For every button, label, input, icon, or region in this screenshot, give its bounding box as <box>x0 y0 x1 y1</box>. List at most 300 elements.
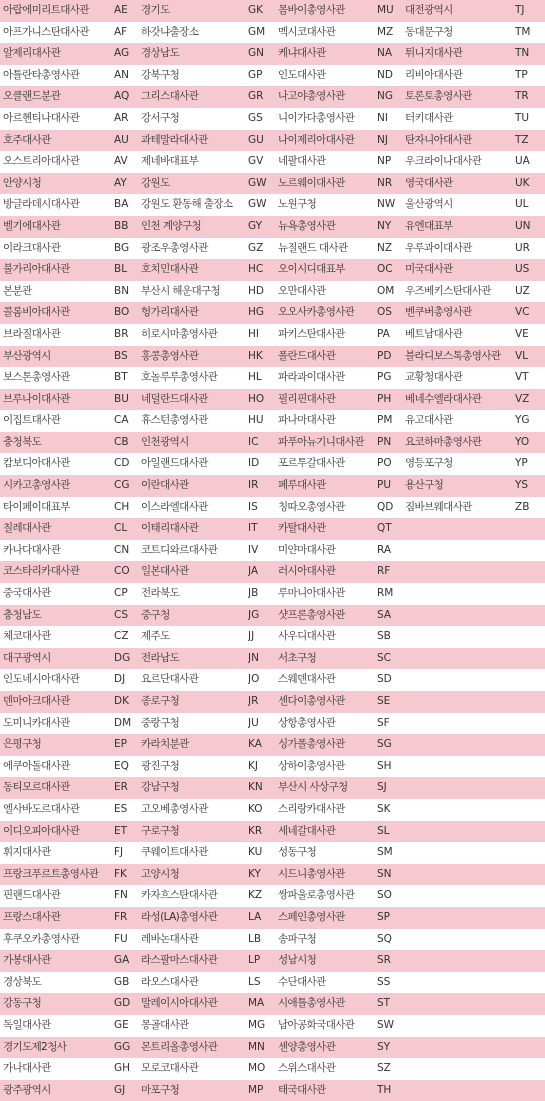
office-name: 말레이시아대사관 <box>141 997 218 1010</box>
office-name: 인천광역시 <box>141 435 189 448</box>
table-row <box>0 561 545 583</box>
office-code: NI <box>377 111 388 124</box>
office-code: CD <box>114 457 130 470</box>
office-name: 오스트리아대사관 <box>3 155 80 168</box>
office-code: SH <box>377 759 392 772</box>
office-code: GW <box>248 198 267 211</box>
table-row <box>0 194 545 216</box>
table-row <box>0 907 545 929</box>
table-row <box>0 691 545 713</box>
office-name: 페루대사관 <box>278 479 326 492</box>
office-name: 포르투갈대사관 <box>278 457 345 470</box>
table-row <box>0 626 545 648</box>
office-code: SP <box>377 910 390 923</box>
office-code: AR <box>114 111 129 124</box>
office-code: UK <box>515 176 530 189</box>
table-row <box>0 302 545 324</box>
table-row <box>0 1037 545 1059</box>
office-name: 본분관 <box>3 284 32 297</box>
office-code: SZ <box>377 1062 391 1075</box>
table-row <box>0 648 545 670</box>
office-code: MZ <box>377 25 394 38</box>
office-name: 독일대사관 <box>3 1018 51 1031</box>
office-code: BL <box>114 263 128 276</box>
office-code: PO <box>377 457 392 470</box>
office-code: RM <box>377 587 394 600</box>
office-code: GM <box>248 25 266 38</box>
table-row <box>0 669 545 691</box>
office-name: 경상북도 <box>3 975 42 988</box>
office-code: BG <box>114 241 130 254</box>
office-name: 영등포구청 <box>405 457 453 470</box>
office-name: 태국대사관 <box>278 1083 326 1096</box>
office-name: 대전광역시 <box>405 4 453 16</box>
office-name: 캄보디아대사관 <box>3 457 70 470</box>
office-name: 동대문구청 <box>405 25 453 38</box>
office-name: 토론토총영사관 <box>405 90 472 103</box>
office-code: SW <box>377 1018 395 1031</box>
office-code: MU <box>377 4 394 16</box>
office-name: 유고대사관 <box>405 414 453 427</box>
office-name: 이라크대사관 <box>3 241 61 254</box>
office-code: HU <box>248 414 264 427</box>
office-code: TU <box>515 111 530 124</box>
office-code: BN <box>114 284 130 297</box>
office-name: 가봉대사관 <box>3 954 51 967</box>
office-code: IT <box>248 522 258 535</box>
office-code: ND <box>377 68 393 81</box>
office-name: 도미니카대사관 <box>3 716 70 729</box>
office-code: MG <box>248 1018 266 1031</box>
office-name: 엘사바도르대사관 <box>3 802 80 815</box>
office-name: 파나마대사관 <box>278 414 336 427</box>
office-name: 은평구청 <box>3 738 42 751</box>
office-code: JR <box>248 695 259 707</box>
office-code: NA <box>377 47 393 60</box>
table-row <box>0 324 545 346</box>
office-code: UZ <box>515 284 530 297</box>
office-code: YP <box>515 457 528 470</box>
office-name: 카탈대사관 <box>278 522 326 535</box>
office-name: 강남구청 <box>141 781 180 794</box>
table-row <box>0 518 545 540</box>
office-name: 동티모르대사관 <box>3 781 70 794</box>
office-name: 스위스대사관 <box>278 1062 336 1075</box>
office-code: KU <box>248 846 263 859</box>
office-name: 카나다대사관 <box>3 543 61 556</box>
office-code: VC <box>515 306 530 319</box>
office-code: EP <box>114 738 127 751</box>
office-name: 휘지대사관 <box>3 846 51 859</box>
office-code: NY <box>377 219 392 232</box>
office-name: 노원구청 <box>278 198 317 211</box>
table-row <box>0 777 545 799</box>
office-name: 짐바브웨대사관 <box>405 500 472 513</box>
office-code: MN <box>248 1040 265 1053</box>
table-row <box>0 130 545 152</box>
office-code: MA <box>248 997 265 1010</box>
office-code: GD <box>114 997 131 1010</box>
office-code: GS <box>248 111 263 124</box>
office-name: 쿠웨이트대사관 <box>141 846 208 859</box>
table-row <box>0 108 545 130</box>
office-code: OC <box>377 263 393 276</box>
office-code: RA <box>377 543 392 556</box>
office-code: FR <box>114 910 128 923</box>
table-row <box>0 86 545 108</box>
office-name: 쌍파울로총영사관 <box>278 889 355 902</box>
office-name: 헝가리대사관 <box>141 306 199 319</box>
table-row <box>0 497 545 519</box>
office-code: QT <box>377 522 392 535</box>
office-name: 성남시청 <box>278 954 317 967</box>
table-row <box>0 43 545 65</box>
office-code: AU <box>114 133 129 146</box>
office-code: PU <box>377 479 392 492</box>
office-name: 강동구청 <box>3 997 42 1010</box>
office-code: BS <box>114 349 128 362</box>
office-name: 전라북도 <box>141 587 180 600</box>
office-name: 일본대사관 <box>141 565 189 578</box>
office-name: 몬트리올총영사관 <box>141 1040 218 1053</box>
office-code: CN <box>114 543 130 556</box>
office-name: 충청북도 <box>3 435 42 448</box>
office-name: 루마니아대사관 <box>278 587 345 600</box>
office-name: 터키대사관 <box>405 111 453 124</box>
office-name: 부산시 사상구청 <box>278 781 348 794</box>
office-name: 대구광역시 <box>3 651 51 664</box>
office-code: UN <box>515 219 531 232</box>
office-name: 후쿠오카총영사관 <box>3 932 80 945</box>
office-code: TM <box>515 25 531 38</box>
office-name: 수단대사관 <box>278 975 326 988</box>
table-row <box>0 993 545 1015</box>
office-name: 필리핀대사관 <box>278 392 336 405</box>
office-name: 그리스대사관 <box>141 90 199 103</box>
office-code: TZ <box>515 133 529 146</box>
office-name: 미얀마대사관 <box>278 543 336 556</box>
office-code: GR <box>248 90 264 103</box>
office-name: 인도대사관 <box>278 68 326 81</box>
office-code: HG <box>248 306 265 319</box>
office-name: 파키스탄대사관 <box>278 327 345 340</box>
office-code: PH <box>377 392 392 405</box>
office-name: 교황청대사관 <box>405 371 463 384</box>
office-code: AN <box>114 68 130 81</box>
office-code: AG <box>114 47 130 60</box>
office-code: VE <box>515 327 529 340</box>
table-row <box>0 238 545 260</box>
office-name: 경기도 <box>141 4 170 16</box>
office-code: SA <box>377 608 392 621</box>
office-code: SQ <box>377 932 392 945</box>
office-code: ZB <box>515 500 530 513</box>
office-name: 네덜란드대사관 <box>141 392 208 405</box>
office-name: 고오베총영사관 <box>141 802 208 815</box>
table-row <box>0 475 545 497</box>
office-name: 시애틀총영사관 <box>278 997 345 1010</box>
table-row <box>0 0 545 22</box>
office-code: ID <box>248 457 260 470</box>
table-row <box>0 1015 545 1037</box>
office-code: PM <box>377 414 393 427</box>
office-name: 프랑스대사관 <box>3 910 61 923</box>
office-name: 이집트대사관 <box>3 414 61 427</box>
table-row <box>0 799 545 821</box>
office-name: 센다이총영사관 <box>278 695 345 707</box>
office-name: 송파구청 <box>278 932 317 945</box>
office-name: 카자흐스탄대사관 <box>141 889 218 902</box>
office-code: TR <box>515 90 529 103</box>
office-name: 가나대사관 <box>3 1062 51 1075</box>
office-name: 브라질대사관 <box>3 327 61 340</box>
office-name: 부산광역시 <box>3 349 51 362</box>
office-code: SK <box>377 802 391 815</box>
table-row <box>0 1080 545 1101</box>
office-name: 뉴질랜드 대사관 <box>278 241 348 254</box>
office-name: 중랑구청 <box>141 716 180 729</box>
office-name: 멕시코대사관 <box>278 25 336 38</box>
table-row <box>0 22 545 44</box>
office-code: GK <box>248 4 264 16</box>
office-code: ES <box>114 802 128 815</box>
office-name: 콜롬비아대사관 <box>3 306 70 319</box>
office-name: 마포구청 <box>141 1083 180 1096</box>
office-name: 이태리대사관 <box>141 522 199 535</box>
office-code: JO <box>248 673 260 686</box>
office-code: BA <box>114 198 129 211</box>
office-name: 에쿠아돌대사관 <box>3 759 70 772</box>
office-name: 나고야총영사관 <box>278 90 345 103</box>
office-code: YO <box>515 435 530 448</box>
office-name: 구로구청 <box>141 824 180 837</box>
office-code: OM <box>377 284 395 297</box>
office-code: FJ <box>114 846 124 859</box>
office-code: SL <box>377 824 390 837</box>
office-code: AV <box>114 155 128 168</box>
office-code: LA <box>248 910 262 923</box>
office-name: 광조우총영사관 <box>141 241 208 254</box>
office-name: 경기도제2청사 <box>3 1040 67 1053</box>
office-code: TJ <box>515 4 525 16</box>
table-row <box>0 713 545 735</box>
office-code: SS <box>377 975 391 988</box>
office-code: SR <box>377 954 391 967</box>
office-code: YS <box>515 479 529 492</box>
office-name: 광진구청 <box>141 759 180 772</box>
table-row <box>0 929 545 951</box>
office-name: 러시아대사관 <box>278 565 336 578</box>
office-name: 아프가니스탄대사관 <box>3 25 89 38</box>
office-code: BO <box>114 306 130 319</box>
office-code: YG <box>515 414 530 427</box>
table-row <box>0 281 545 303</box>
office-name: 상항총영사관 <box>278 716 336 729</box>
office-name: 아틀란타총영사관 <box>3 68 80 81</box>
office-code: DK <box>114 695 129 707</box>
office-name: 아랍에미리트대사관 <box>3 4 89 16</box>
table-row <box>0 864 545 886</box>
office-code: IC <box>248 435 259 448</box>
office-name: 뉴욕총영사관 <box>278 219 336 232</box>
office-name: 충청남도 <box>3 608 42 621</box>
office-code: CA <box>114 414 129 427</box>
office-code: JU <box>248 716 259 729</box>
office-code: FK <box>114 867 127 880</box>
office-name: 레바논대사관 <box>141 932 199 945</box>
office-name: 튀니지대사관 <box>405 47 463 60</box>
table-row <box>0 151 545 173</box>
office-name: 싱가폴총영사관 <box>278 738 345 751</box>
office-code: JJ <box>248 630 255 643</box>
office-name: 요코하마총영사관 <box>405 435 482 448</box>
office-name: 파라과이대사관 <box>278 371 345 384</box>
office-code: CS <box>114 608 128 621</box>
office-name: 노르웨이대사관 <box>278 176 345 189</box>
office-name: 네팔대사관 <box>278 155 326 168</box>
table-row <box>0 432 545 454</box>
table-row <box>0 259 545 281</box>
office-code: SF <box>377 716 390 729</box>
office-name: 전라남도 <box>141 651 180 664</box>
office-name: 몽골대사관 <box>141 1018 189 1031</box>
office-code: AF <box>114 25 128 38</box>
office-name: 아일랜드대사관 <box>141 457 208 470</box>
office-name: 보스톤총영사관 <box>3 371 70 384</box>
office-name: 중국대사관 <box>3 587 51 600</box>
office-name: 아르헨티나대사관 <box>3 111 80 124</box>
table-row <box>0 453 545 475</box>
office-name: 나이제리아대사관 <box>278 133 355 146</box>
office-name: 이디오피아대사관 <box>3 824 80 837</box>
office-code: UL <box>515 198 529 211</box>
office-code: BU <box>114 392 129 405</box>
office-code: HK <box>248 349 263 362</box>
office-name: 인도네시아대사관 <box>3 673 80 686</box>
office-code: GE <box>114 1018 129 1031</box>
office-code: PG <box>377 371 392 384</box>
office-name: 하갓냐출장소 <box>141 25 199 38</box>
office-code: SM <box>377 846 393 859</box>
office-code: KA <box>248 738 262 751</box>
office-code: GB <box>114 975 130 988</box>
office-code: NW <box>377 198 396 211</box>
office-code: PA <box>377 327 390 340</box>
office-code: GP <box>248 68 263 81</box>
office-name: 휴스턴총영사관 <box>141 414 208 427</box>
office-name: 베네수엘라대사관 <box>405 392 482 405</box>
office-name: 사우디대사관 <box>278 630 336 643</box>
office-code: CP <box>114 587 128 600</box>
office-name: 베트남대사관 <box>405 327 463 340</box>
office-code: UA <box>515 155 530 168</box>
table-row <box>0 756 545 778</box>
office-name: 홍콩총영사관 <box>141 349 199 362</box>
office-code: ST <box>377 997 391 1010</box>
office-name: 이란대사관 <box>141 479 189 492</box>
office-code: JA <box>248 565 259 578</box>
office-name: 블라디보스톡총영사관 <box>405 349 501 362</box>
office-name: 브루나이대사관 <box>3 392 70 405</box>
office-name: 라오스대사관 <box>141 975 199 988</box>
table-row <box>0 842 545 864</box>
office-code: DJ <box>114 673 126 686</box>
office-name: 케냐대사관 <box>278 47 326 60</box>
office-name: 니이가다총영사관 <box>278 111 355 124</box>
office-name: 오클랜드분관 <box>3 90 61 103</box>
office-code: TN <box>515 47 530 60</box>
office-name: 광주광역시 <box>3 1083 51 1096</box>
office-name: 스리랑카대사관 <box>278 802 345 815</box>
office-name: 타이페이대표부 <box>3 500 70 513</box>
office-name: 중구청 <box>141 608 170 621</box>
office-code: KZ <box>248 889 263 902</box>
office-code: GA <box>114 954 130 967</box>
office-name: 부산시 해운대구청 <box>141 284 221 297</box>
office-code: OS <box>377 306 392 319</box>
office-code: DG <box>114 651 131 664</box>
office-name: 강원도 환동해 출장소 <box>141 198 233 211</box>
office-name: 카라치분관 <box>141 738 189 751</box>
office-code: JN <box>248 651 259 664</box>
office-name: 상하이총영사관 <box>278 759 345 772</box>
table-row <box>0 1058 545 1080</box>
office-code: BB <box>114 219 129 232</box>
office-code: UR <box>515 241 530 254</box>
office-name: 성동구청 <box>278 846 317 859</box>
office-code: SJ <box>377 781 387 794</box>
office-code: GY <box>248 219 263 232</box>
table-row <box>0 583 545 605</box>
office-code: BR <box>114 327 129 340</box>
table-row <box>0 410 545 432</box>
office-name: 남아공화국대사관 <box>278 1018 355 1031</box>
table-row <box>0 367 545 389</box>
office-name: 코스타리카대사관 <box>3 565 80 578</box>
office-name: 덴마아크대사관 <box>3 695 70 707</box>
office-name: 방글라데시대사관 <box>3 198 80 211</box>
office-name: 라스팔마스대사관 <box>141 954 218 967</box>
office-name: 알제리대사관 <box>3 47 61 60</box>
office-code: CL <box>114 522 128 535</box>
office-name: 칭따오총영사관 <box>278 500 345 513</box>
office-code: CG <box>114 479 130 492</box>
office-name: 울산광역시 <box>405 198 453 211</box>
office-code: EQ <box>114 759 129 772</box>
office-name: 프랑크푸르트총영사관 <box>3 867 99 880</box>
office-name: 안양시청 <box>3 176 42 189</box>
office-name: 강북구청 <box>141 68 180 81</box>
office-code: NJ <box>377 133 388 146</box>
office-name: 벨기에대사관 <box>3 219 61 232</box>
office-name: 경상남도 <box>141 47 180 60</box>
office-code: GN <box>248 47 264 60</box>
office-code: FU <box>114 932 128 945</box>
office-code: TH <box>377 1083 392 1096</box>
office-code: LB <box>248 932 262 945</box>
office-name: 스웨덴대사관 <box>278 673 336 686</box>
office-code: CB <box>114 435 129 448</box>
office-name: 시카고총영사관 <box>3 479 70 492</box>
office-code: KR <box>248 824 263 837</box>
office-code: MO <box>248 1062 266 1075</box>
office-code: RF <box>377 565 391 578</box>
office-code: JB <box>248 587 259 600</box>
table-row <box>0 950 545 972</box>
office-name: 우루과이대사관 <box>405 241 472 254</box>
office-code: MP <box>248 1083 264 1096</box>
office-name: 리비아대사관 <box>405 68 463 81</box>
